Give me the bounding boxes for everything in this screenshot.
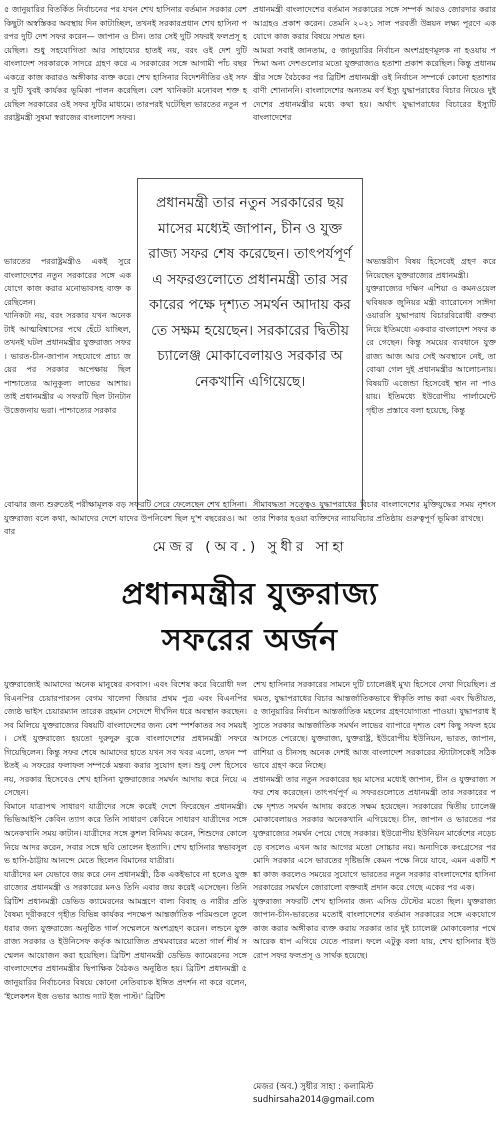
body-right-column (253, 678, 496, 1078)
paragraph: সীমাবদ্ধতা সত্ত্বেও যুদ্ধাপরাধের বিচার বাংলাদেশের মুক্তিযুদ্ধের সময় নৃশংসতার শিকার হওয়া ব্যক্তিদের ন্যায়বিচার প্রতিষ্ঠায় গুরুত্বপূর্ণ ভূমিকা রাখছে। (253, 500, 496, 523)
headline-line-2: সফরের অর্জন (162, 623, 338, 658)
paragraph: আমরা সবাই জানতাম, ৫ জানুয়ারির নির্বাচন অংশগ্রহণমূলক না হওয়ায় পশ্চিমা অন্য দেশগুলোর মতো যুক্তরাজ্যও হতাশা প্রকাশ করেছিল। কিন্তু প্রধানমন্ত্রীর সঙ্গে বৈঠকের পর ব্রিটিশ প্রধানমন্ত্রী ওই নির্বাচন সম্পর্কে কোনো হতাশার বাণী শোনাননি। বাংলাদেশের অন্যতম বর্ণ ইস্যু যুদ্ধাপরাধের বিচার নিয়েও দুই দেশের প্রধানমন্ত্রীর মধ্যে কথা হয়। অর্থাৎ যুদ্ধাপরাধের বিচারের ইস্যুটি বাংলাদেশের (253, 45, 496, 123)
paragraph: প্রধানমন্ত্রী বাংলাদেশের বর্তমান সরকারের সঙ্গে সম্পর্ক আরও জোরদার করার আগ্রহও প্রকাশ করেন। তেমনি ২০২১ সাল পরবর্তী উন্নয়ন লক্ষ্য পূরণে একযোগে কাজ করার বিষয়ে সম্মত হন। (253, 5, 496, 42)
paragraph: অভ্যন্তরীণ বিষয় হিসেবেই গ্রহণ করে নিয়েছেন যুক্তরাজ্যের প্রধানমন্ত্রী। (366, 257, 496, 280)
paragraph: যুক্তরাজ্য সফরটি শেখ হাসিনার জন্য এসিড টেস্টের মতো ছিল। যুক্তরাজ্য জাপান-চীন-ভারতের মতোই বাংলাদেশের বর্তমান সরকারের সঙ্গে একযোগে কাজ করার অঙ্গীকার ব্যক্ত করায় সরকার তার দুই চ্যালেঞ্জ মোকাবেলার পথে আরেক ধাপ এগিয়ে যেতে পারল। ফলে এটুকু বলা যায়, শেখ হাসিনার ইউরোপ সফর ফলপ্রসূ ও সার্থক হয়েছে। (253, 896, 496, 960)
pull-quote-box (137, 178, 363, 510)
author-signature (253, 1081, 496, 1107)
paragraph: বোঝার জন্য শুরুতেই পরীক্ষামূলক বড় সফরটি সেরে ফেলেছেন শেখ হাসিনা। যুক্তরাজ্য বলে কথা, আমাদের দেশে যাদের উপনিবেশ ছিল দু'শ বছরেরও। আবার (4, 500, 247, 537)
author-email: sudhirsaha2014@gmail.com (253, 1095, 375, 1105)
paragraph: ভারতের পররাষ্ট্রমন্ত্রীও একই সুরে বাংলাদেশের নতুন সরকারের সঙ্গে একযোগে কাজ করার মনোভাবসহ ব্যক্ত করেছিলেন। (4, 257, 131, 307)
body-left-column (4, 678, 247, 1116)
top-right-column-end (253, 498, 496, 523)
paragraph: প্রধানমন্ত্রী তার নতুন সরকারের ছয় মাসের মধ্যেই জাপান, চীন ও যুক্তরাজ্য সফর শেষ করেছেন। তাৎপর্যপূর্ণ এ সফরগুলোতে প্রধানমন্ত্রী তার সরকারের পক্ষে দৃশ্যত সমর্থন আদায় করতে সক্ষম হয়েছেন। সরকারের দ্বিতীয় চ্যালেঞ্জ মোকাবেলায়ও সরকার অনেকখানি এগিয়েছে। চীন, জাপান ও ভারতের পর যুক্তরাজ্যের সমর্থন পেয়ে গেছে সরকার। ইউরোপীয় ইউনিয়ন মার্কেশের নড়েচড়ে বসলেও এখন আর আগের মতো সোচ্চার নয়। অন্যদিকে কংগ্রেসের পর মোদি সরকার এসে ভারতের দৃষ্টিভঙ্গি কেমন পক্ষে নিয়ে যাবে, এমন একটি শঙ্কা কাজ করলেও সময়ের সুযোগে ভারতের নতুন সরকার বাংলাদেশের হাসিনা সরকারের সমর্থনে জোরালো বক্তব্যই প্রদান করে গেছে একের পর এক। (253, 774, 496, 893)
paragraph: ৫ জানুয়ারির বিতর্কিত নির্বাচনের পর যখন শেখ হাসিনার বর্তমান সরকার বেশ কিছুটা অস্বস্তিকর অবস্থায় দিন কাটাচ্ছিল, তখনই সরকারপ্রধান শেখ হাসিনা পরপর দুটি দেশ সফর করেন— জাপান ও চীন। তার সেই দুটি সফরই ফলপ্রসূ হয়েছিল। শুধু সহযোগিতা আর সাহায্যের হাতই নয়, বরং ওই দেশ দুটি বাংলাদেশ সরকারকে সাদরে গ্রহণ করে এ সরকারের সঙ্গে আগামী পাঁচ বছর একত্রে কাজ করারও অঙ্গীকার ব্যক্ত করে। শেখ হাসিনার বিদেশনীতির ওই সফর দুটি খুবই কার্যকর ভূমিকা পালন করেছিল। বেশ খানিকটা মনোবল শক্ত হয়েছিল সরকারের ওই সফর দুটির মাধ্যমে। তারপরই ঘটেছিল ভারতের নতুন পররাষ্ট্রমন্ত্রী সুষমা স্বরাজের বাংলাদেশ সফর। (4, 5, 247, 123)
paragraph: শেখ হাসিনার সরকারের সামনে দুটি চ্যালেঞ্জই মুখ্য হিসেবে দেখা দিয়েছিল। প্রথমত, যুদ্ধাপরাধের বিচার আন্তর্জাতিকভাবে স্বীকৃতি লাভ করা এবং দ্বিতীয়ত, ৫ জানুয়ারির নির্বাচন আন্তর্জাতিক মহলের গ্রহণযোগ্যতা পাওয়া। যুদ্ধাপরাধ ইস্যুতে সরকার আন্তর্জাতিক সমর্থন লাভের ব্যাপারে দৃশ্যত বেশ কিছু সফল হয়ে আসতে পেরেছে। যুক্তরাজ্য, যুক্তরাষ্ট্র, ইউরোপীয় ইউনিয়ন, ভারত, জাপান, রাশিয়া ও চীনসহ অনেক দেশই আজ বাংলাদেশ সরকারের স্ট্যাটাসকেই সঠিকভাবে গ্রহণ করে নিচ্ছে। (253, 680, 496, 771)
middle-left-column (4, 255, 131, 497)
paragraph: বিমানে যাত্রাপথ সাধারণ যাত্রীদের সঙ্গে করেই দেশে ফিরেছেন প্রধানমন্ত্রী। ভিভিআইপি কেবিন ত্যাগ করে তিনি সাধারণ কেবিনে সাধারণ যাত্রীদের সঙ্গে অনেকখানি সময় কাটান। যাত্রীদের সঙ্গে কুশল বিনিময় করেন, শিশুদের কোলে নিয়ে আদর করেন, সবার সঙ্গে ছবি তোলেন ইত্যাদি। শেখ হাসিনার স্বভাবসুলভ হাসি-ঠাট্টায় আনন্দে মেতে ছিলেন বিমানের যাত্রীরা। (4, 801, 247, 866)
author-name-role: মেজর (অব.) সুধীর সাহা : কলামিস্ট (253, 1082, 374, 1092)
pull-quote-text: প্রধানমন্ত্রী তার নতুন সরকারের ছয় মাসের মধ্যেই জাপান, চীন ও যুক্তরাজ্য সফর শেষ করেছেন। তাৎপর্যপূর্ণ এ সফরগুলোতে প্রধানমন্ত্রী তার সরকারের পক্ষে দৃশ্যত সমর্থন আদায় করতে সক্ষম হয়েছেন। সরকারের দ্বিতীয় চ্যালেঞ্জ মোকাবেলায়ও সরকার অনেকখানি এগিয়েছে। (148, 195, 352, 390)
top-left-column-end (4, 498, 247, 537)
paragraph: যুক্তরাজ্যেই আমাদের অনেক মানুষের বসবাস। এবং বিশেষ করে বিরোধী দল বিএনপির চেয়ারপারসন বেগম খালেদা জিয়ার প্রথম পুত্র এবং বিএনপির জ্যেষ্ঠ ভাইস চেয়ারম্যান তারেক রহমান সেদেশে দীর্ঘদিন ধরে অবস্থান করছেন। সব মিলিয়ে যুক্তরাজ্যের বিষয়টি বাংলাদেশের জন্য বেশ স্পর্শকাতর সব সময়ই। সেই যুক্তরাজ্যে হয়তো দুরুদুরু বুকে বাংলাদেশের প্রধানমন্ত্রী সফরে গিয়েছিলেন। কিন্তু সফর শেষে আমাদের হাতে যখন সব খবর এলো, তখন স্পষ্টতই এ সফরের ফলাফল সম্পর্কে মন্তব্য করার সুযোগ হল। শুধু দেশ হিসেবে নয়, সরকার হিসেবেও শেখ হাসিনা যুক্তরাজ্যের সমর্থন আদায় করে নিয়ে এসেছেন। (4, 680, 247, 798)
paragraph: যুক্তরাজ্যের দক্ষিণ এশিয়া ও কমনওয়েলথবিষয়ক জুনিয়র মন্ত্রী ব্যারোনেস সাঈদা ওয়ারসি যুদ্ধাপরাধ বিচারবিরোধী বক্তব্য নিয়ে ইতিমধ্যে একবার বাংলাদেশ সফর করে গেছেন। কিন্তু সময়ের ব্যবধানে যুক্তরাজ্য আজ আর সেই অবস্থানে নেই, তা বোঝা গেল দুই প্রধানমন্ত্রীর আলোচনায়। বিষয়টি এজেন্ডা হিসেবেই স্থান না পাওয়ায়। ইতিমধ্যে ইউরোপীয় পার্লামেন্টে গৃহীত প্রস্তাবে বলা হয়েছে, কিন্তু (366, 284, 497, 416)
paragraph: খানিকটা নয়, বরং সরকার যখন অনেকটাই আত্মবিশ্বাসের পথে হেঁটে যাচ্ছিল, তখনই ঘটল প্রধানমন্ত্রীর যুক্তরাজ্য সফর। ভারত-চীন-জাপান সহযোগে প্রাচ্য জয়ের পর সরকার অপেক্ষায় ছিল পাশ্চাত্যের আনুকূল্য লাভের আশায়। তাই প্রধানমন্ত্রীর এ সফরটি ছিল টানটান উত্তেজনায় ভরা। পাশ্চাত্যের সরকার (4, 311, 131, 416)
byline: মেজর (অব.) সুধীর সাহা (152, 539, 348, 555)
paragraph: যাত্রীদের মন যেভাবে জয় করে নেন প্রধানমন্ত্রী, ঠিক একইভাবে না হলেও যুক্তরাজ্যের প্রধানমন্ত্রী ও সরকারের মনও তিনি এবার জয় করেই এসেছেন। তিনি ব্রিটিশ প্রধানমন্ত্রী ডেভিড ক্যামেরনের আমন্ত্রণে বাল্য বিবাহ ও নারীর প্রতি বৈষম্য দূরীকরণে গৃহীত বিভিন্ন কার্যকর পদক্ষেপ আন্তর্জাতিক পরিমণ্ডলে তুলে ধরার জন্য যুক্তরাজ্যে অনুষ্ঠিত গার্ল সম্মেলনে অংশগ্রহণ করেন। লন্ডনে যুক্তরাজ্য সরকার ও ইউনিসেফ কর্তৃক আয়োজিত প্রথমবারের মতো গার্ল শীর্ষ সম্মেলন আয়োজন করা হয়েছিল। ব্রিটিশ প্রধানমন্ত্রী ডেভিড ক্যামেরনের সঙ্গে বাংলাদেশের প্রধানমন্ত্রীর দ্বিপাক্ষিক বৈঠকও অনুষ্ঠিত হয়। ব্রিটিশ প্রধানমন্ত্রী ৫ জানুয়ারির নির্বাচনের বিষয়ে কোনো নেতিবাচক ইঙ্গিত প্রদর্শন না করে বলেন, 'ইলেকশন ইজ ওভার অ্যান্ড দ্যাট ইজ পাস্ট।' ব্রিটিশ (4, 869, 247, 1001)
headline-line-1: প্রধানমন্ত্রীর যুক্তরাজ্য (121, 577, 379, 612)
middle-right-column (366, 255, 496, 497)
